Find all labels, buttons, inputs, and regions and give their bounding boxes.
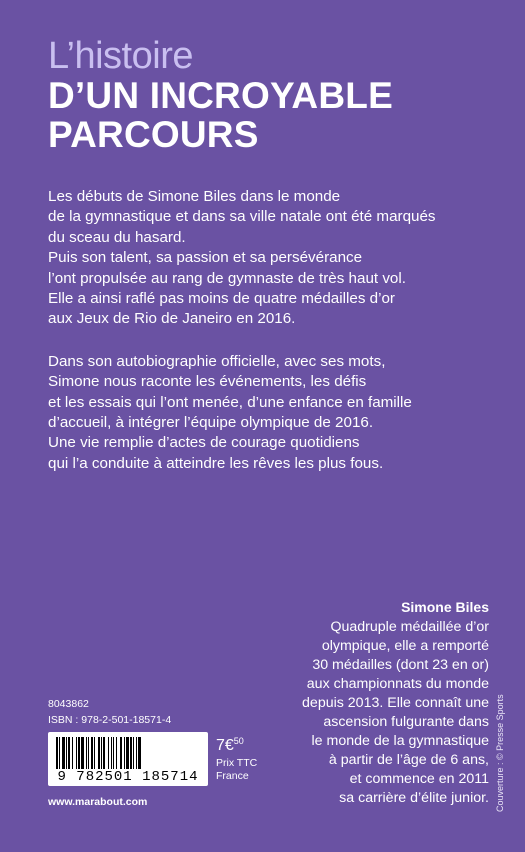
- price-euros: 7€: [216, 737, 234, 754]
- author-bio: [279, 598, 489, 808]
- barcode: [48, 732, 208, 786]
- price-label: Prix TTC: [216, 757, 258, 769]
- summary: [48, 187, 488, 496]
- summary-paragraph-2: Dans son autobiographie officielle, avec ses mots, Simone nous raconte les événements, les défis et les essais qui l’ont menée, d’une enfance en famille d’accueil, à intégrer l’équipe olympique de 2016. Une vie remplie d’actes de courage quotidiens qui l’a conduite à atteindre les rêves les plus fous.: [48, 352, 412, 472]
- barcode-bars-icon: [56, 737, 200, 769]
- price-country: France: [216, 770, 249, 782]
- price-block: [216, 732, 257, 783]
- cover-credit: Couverture : © Presse Sports: [495, 694, 505, 812]
- title-line-2: D’UN INCROYABLE: [48, 75, 393, 116]
- price-amount: [216, 732, 257, 755]
- barcode-digits: 9 782501 185714: [57, 769, 199, 785]
- publisher-website: www.marabout.com: [48, 796, 148, 808]
- title-block: [48, 36, 393, 154]
- reference-code: 8043862: [48, 698, 89, 710]
- isbn: ISBN : 978-2-501-18571-4: [48, 714, 172, 726]
- title-line-3: PARCOURS: [48, 114, 259, 155]
- price-cents: 50: [233, 736, 244, 746]
- author-name: Simone Biles: [401, 599, 489, 615]
- summary-paragraph-1: Les débuts de Simone Biles dans le monde de la gymnastique et dans sa ville natale ont été marqués du sceau du hasard. Puis son talent, sa passion et sa persévérance l’ont propulsée au rang de gymnaste de très haut vol. Elle a ainsi raflé pas moins de quatre médailles d’or aux Jeux de Rio de Janeiro en 2016.: [48, 188, 436, 328]
- book-codes: [48, 696, 171, 728]
- title-line-1: L’histoire: [48, 35, 193, 77]
- author-bio-text: Quadruple médaillée d’or olympique, elle a remporté 30 médailles (dont 23 en or) aux championnats du monde depuis 2013. Elle connaît une ascension fulgurante dans le monde de la gymnastique à partir de l’âge de 6 ans, et commence en 2011 sa carrière d’élite junior.: [302, 619, 489, 806]
